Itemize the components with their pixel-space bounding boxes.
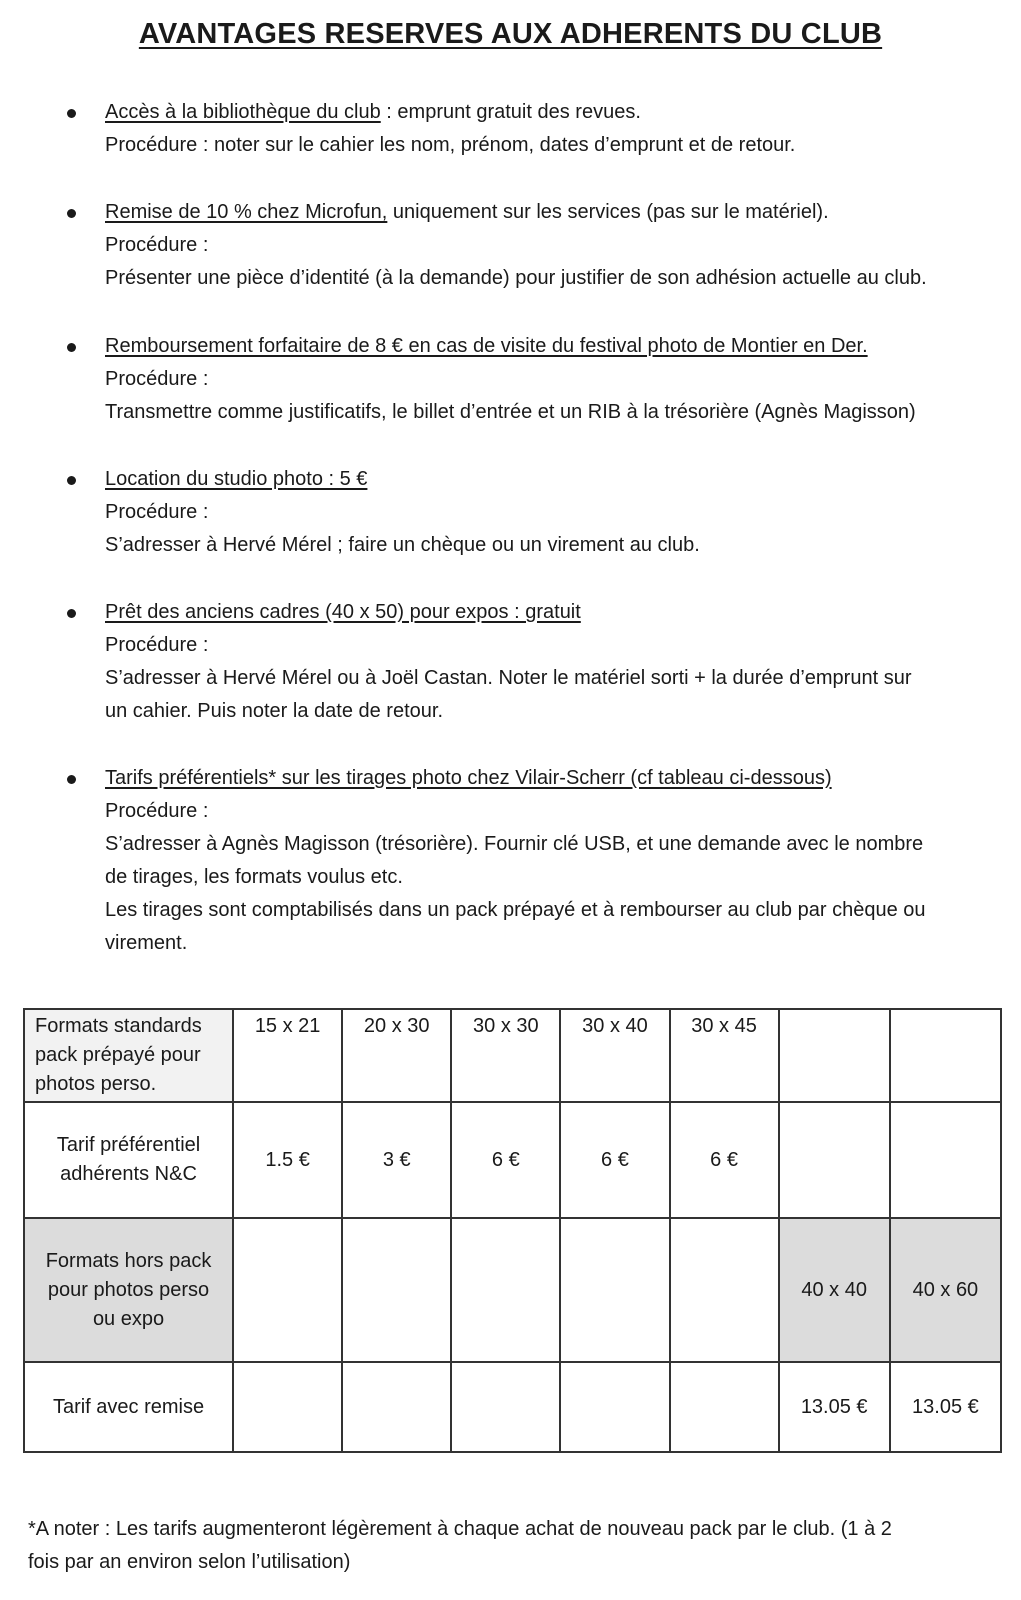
procedure-label: Procédure : (105, 800, 209, 822)
footnote-line: fois par an environ selon l’utilisation) (28, 1551, 351, 1573)
footnote-line: *A noter : Les tarifs augmenteront légèrement à chaque achat de nouveau pack par le club. (1 à 2 (28, 1518, 892, 1540)
item-heading: Tarifs préférentiels* sur les tirages photo chez Vilair-Scherr (cf tableau ci-dessous) (105, 767, 832, 789)
price-cell: 6 € (560, 1102, 669, 1218)
empty-cell (890, 1009, 1001, 1102)
price-cell: 13.05 € (779, 1362, 890, 1452)
item-heading-rest: uniquement sur les services (pas sur le matériel). (387, 201, 829, 223)
empty-cell (342, 1362, 451, 1452)
format-cell: 30 x 45 (670, 1009, 779, 1102)
label-line: Formats standards (35, 1015, 202, 1037)
bullet-icon (67, 343, 76, 352)
item-heading-rest: : emprunt gratuit des revues. (380, 101, 641, 123)
label-line: pour photos perso (47, 1278, 210, 1301)
price-cell: 6 € (670, 1102, 779, 1218)
item-heading-line (105, 96, 641, 129)
procedure-text: Procédure : noter sur le cahier les nom, prénom, dates d’emprunt et de retour. (105, 134, 796, 156)
format-cell: 30 x 40 (560, 1009, 669, 1102)
item-heading-line (105, 463, 367, 496)
label-line: photos perso. (35, 1073, 157, 1095)
empty-cell (451, 1362, 560, 1452)
bullet-icon (67, 109, 76, 118)
price-cell: 3 € (342, 1102, 451, 1218)
format-cell: 15 x 21 (233, 1009, 342, 1102)
page-title: AVANTAGES RESERVES AUX ADHERENTS DU CLUB (138, 18, 883, 50)
format-cell: 40 x 60 (890, 1218, 1001, 1362)
footnote (28, 1513, 892, 1579)
item-heading: Location du studio photo : 5 € (105, 468, 368, 490)
empty-cell (670, 1362, 779, 1452)
row-label-off-pack-formats (24, 1218, 233, 1362)
label-line: pack prépayé pour (35, 1044, 201, 1066)
label-line: ou expo (92, 1307, 165, 1330)
item-heading-line (105, 330, 868, 363)
procedure-text: S’adresser à Agnès Magisson (trésorière). Fournir clé USB, et une demande avec le nombre (105, 833, 924, 855)
empty-cell (233, 1362, 342, 1452)
empty-cell (233, 1218, 342, 1362)
procedure-text: Transmettre comme justificatifs, le billet d’entrée et un RIB à la trésorière (Agnès Magisson) (105, 401, 916, 423)
empty-cell (560, 1362, 669, 1452)
procedure-label: Procédure : (105, 368, 209, 390)
item-heading: Remise de 10 % chez Microfun, (105, 201, 388, 223)
empty-cell (342, 1218, 451, 1362)
table-row (24, 1102, 1001, 1218)
row-label-standard-formats (24, 1009, 233, 1102)
procedure-text: virement. (105, 932, 188, 954)
bullet-icon (67, 609, 76, 618)
procedure-label: Procédure : (105, 234, 209, 256)
bullet-icon (67, 476, 76, 485)
table-row (24, 1218, 1001, 1362)
item-heading-line (105, 762, 832, 795)
price-cell: 13.05 € (890, 1362, 1001, 1452)
procedure-label: Procédure : (105, 501, 209, 523)
procedure-label: Procédure : (105, 634, 209, 656)
label-line: Tarif préférentiel (56, 1134, 201, 1156)
item-heading: Prêt des anciens cadres (40 x 50) pour expos : gratuit (105, 601, 581, 623)
row-label-discount-rate: Tarif avec remise (24, 1362, 233, 1452)
item-heading: Accès à la bibliothèque du club (105, 101, 381, 123)
item-heading: Remboursement forfaitaire de 8 € en cas de visite du festival photo de Montier en Der. (105, 335, 868, 357)
empty-cell (451, 1218, 560, 1362)
procedure-text: un cahier. Puis noter la date de retour. (105, 700, 443, 722)
procedure-text: Les tirages sont comptabilisés dans un pack prépayé et à rembourser au club par chèque ou (105, 899, 926, 921)
procedure-text: Présenter une pièce d’identité (à la demande) pour justifier de son adhésion actuelle au club. (105, 267, 927, 289)
format-cell: 30 x 30 (451, 1009, 560, 1102)
pricing-table (23, 1008, 1002, 1453)
empty-cell (670, 1218, 779, 1362)
empty-cell (890, 1102, 1001, 1218)
bullet-icon (67, 209, 76, 218)
label-line: Formats hors pack (45, 1249, 212, 1272)
format-cell: 20 x 30 (342, 1009, 451, 1102)
procedure-text: de tirages, les formats voulus etc. (105, 866, 403, 888)
label-line: adhérents N&C (60, 1163, 197, 1185)
empty-cell (560, 1218, 669, 1362)
procedure-text: S’adresser à Hervé Mérel ; faire un chèque ou un virement au club. (105, 534, 700, 556)
table-row (24, 1362, 1001, 1452)
table-row (24, 1009, 1001, 1102)
price-cell: 6 € (451, 1102, 560, 1218)
empty-cell (779, 1102, 890, 1218)
procedure-text: S’adresser à Hervé Mérel ou à Joël Castan. Noter le matériel sorti + la durée d’emprunt sur (105, 667, 912, 689)
price-cell: 1.5 € (233, 1102, 342, 1218)
format-cell: 40 x 40 (779, 1218, 890, 1362)
bullet-icon (67, 775, 76, 784)
item-heading-line (105, 596, 581, 629)
row-label-preferential-rate (24, 1102, 233, 1218)
empty-cell (779, 1009, 890, 1102)
item-heading-line (105, 196, 829, 229)
